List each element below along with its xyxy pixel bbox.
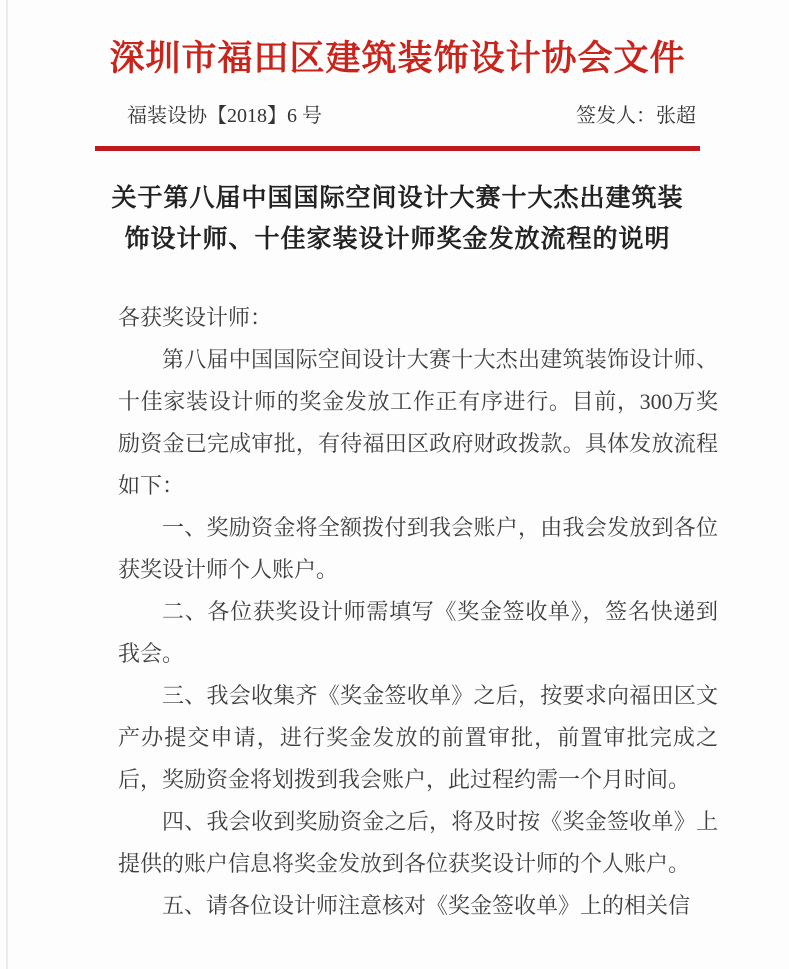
document-meta-row bbox=[95, 104, 700, 128]
document-content bbox=[95, 0, 700, 260]
salutation: 各获奖设计师： bbox=[118, 305, 273, 330]
paragraph-item-3: 三、我会收集齐《奖金签收单》之后，按要求向福田区文产办提交申请，进行奖金发放的前置审批，前置审批完成之后，奖励资金将划拨到我会账户，此过程约需一个月时间。 bbox=[118, 683, 718, 792]
document-number: 福装设协【2018】6 号 bbox=[127, 105, 322, 127]
scan-edge-artifact bbox=[6, 0, 8, 969]
document-title-line-1: 关于第八届中国国际空间设计大赛十大杰出建筑装 bbox=[111, 185, 684, 212]
paragraph-item-2: 二、各位获奖设计师需填写《奖金签收单》，签名快递到我会。 bbox=[118, 599, 718, 666]
organization-header: 深圳市福田区建筑装饰设计协会文件 bbox=[109, 39, 686, 78]
document-title-line-2: 饰设计师、十佳家装设计师奖金发放流程的说明 bbox=[124, 226, 671, 253]
paragraph-intro: 第八届中国国际空间设计大赛十大杰出建筑装饰设计师、十佳家装设计师的奖金发放工作正有序进行。目前，300万奖励资金已完成审批，有待福田区政府财政拨款。具体发放流程如下： bbox=[118, 347, 718, 498]
document-body bbox=[118, 297, 718, 927]
document-title bbox=[95, 178, 700, 260]
issuer-name: 签发人：张超 bbox=[576, 105, 696, 127]
paragraph-item-5-truncated: 五、请各位设计师注意核对《奖金签收单》上的相关信 bbox=[162, 893, 691, 918]
paragraph-item-4: 四、我会收到奖励资金之后，将及时按《奖金签收单》上提供的账户信息将奖金发放到各位获奖设计师的个人账户。 bbox=[118, 809, 718, 876]
paragraph-item-1: 一、奖励资金将全额拨付到我会账户，由我会发放到各位获奖设计师个人账户。 bbox=[118, 515, 718, 582]
red-divider-rule bbox=[95, 146, 700, 151]
